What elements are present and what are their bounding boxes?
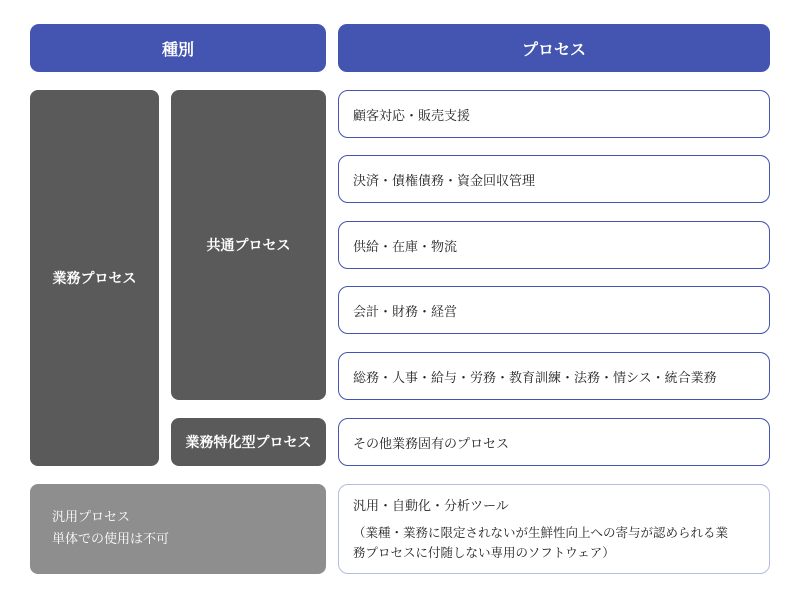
process-item-label: 総務・人事・給与・労務・教育訓練・法務・情シス・統合業務 [353, 370, 717, 386]
category-common-process [171, 90, 326, 400]
category-business-process [30, 90, 159, 466]
process-item-label: 会計・財務・経営 [353, 304, 458, 320]
process-item-label: 供給・在庫・物流 [353, 239, 458, 255]
header-process-label: プロセス [521, 39, 586, 59]
category-specific-process [171, 418, 326, 466]
category-general-label: 汎用プロセス [52, 510, 131, 525]
general-tools-note-line1: （業種・業務に限定されないが生鮮性向上への寄与が認められる業 [353, 525, 729, 540]
process-item-supply [338, 221, 770, 269]
process-item-label: 決済・債権債務・資金回収管理 [353, 173, 536, 189]
category-business-label: 業務プロセス [52, 271, 137, 287]
category-general-process [30, 484, 326, 574]
process-item-label: 顧客対応・販売支援 [353, 108, 471, 124]
category-specific-label: 業務特化型プロセス [185, 435, 312, 451]
process-item-customer [338, 90, 770, 138]
header-category-label: 種別 [161, 39, 194, 59]
process-item-accounting [338, 286, 770, 334]
category-general-note: 単体での使用は不可 [52, 532, 170, 547]
process-item-other [338, 418, 770, 466]
general-tools-note-line2: 務プロセスに付随しない専用のソフトウェア） [353, 545, 615, 560]
process-item-general-tools [338, 484, 770, 574]
header-process [338, 24, 770, 72]
process-item-label: その他業務固有のプロセス [353, 436, 510, 452]
category-common-label: 共通プロセス [206, 238, 291, 254]
process-item-general-affairs [338, 352, 770, 400]
header-category [30, 24, 326, 72]
general-tools-title: 汎用・自動化・分析ツール [353, 499, 509, 514]
process-item-settlement [338, 155, 770, 203]
